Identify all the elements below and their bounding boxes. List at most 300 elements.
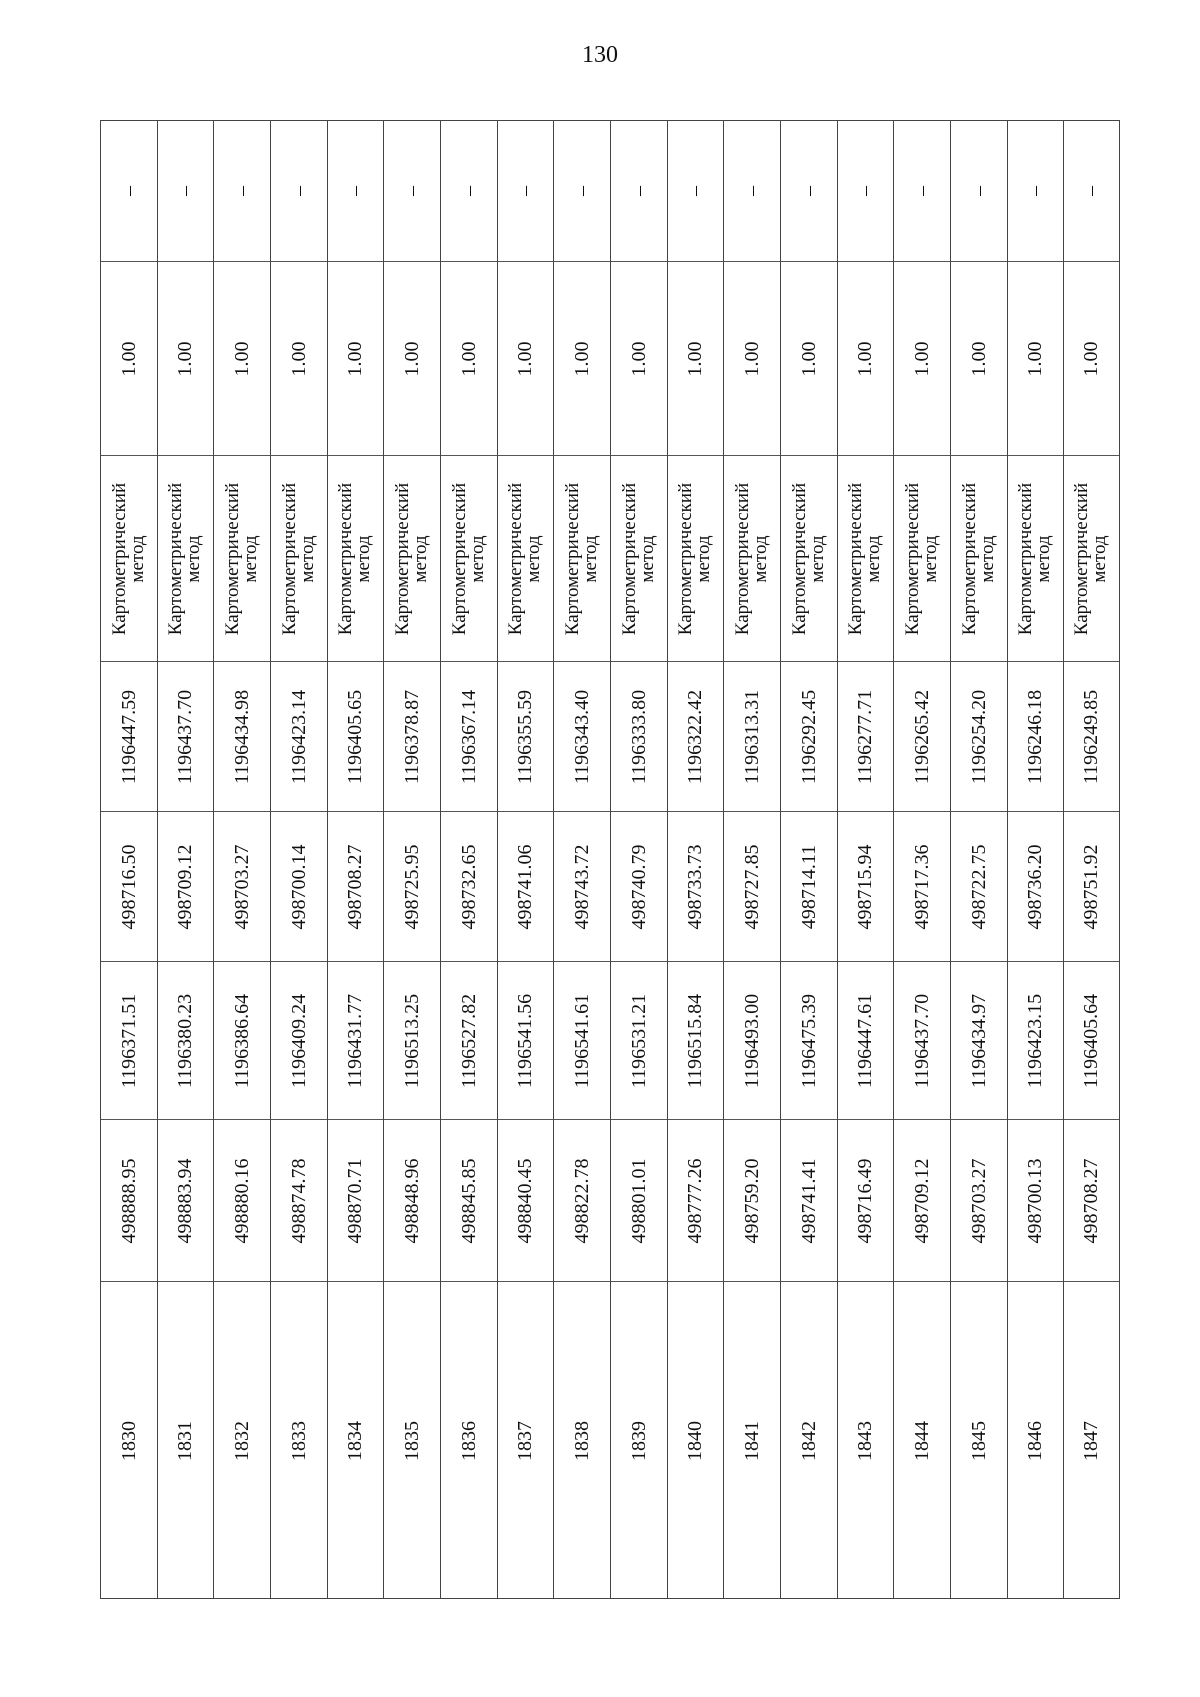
cell-x2 (668, 812, 724, 962)
cell-y1-text: 1196437.70 (911, 993, 934, 1088)
cell-note-text: – (401, 186, 424, 196)
cell-id (724, 1282, 780, 1600)
method-line-1: Картометрический (165, 482, 187, 635)
cell-x1 (101, 1120, 157, 1282)
method-line-2: метод (976, 534, 998, 583)
cell-x2 (101, 812, 157, 962)
cell-y2-text: 1196322.42 (684, 689, 707, 784)
cell-method (328, 456, 384, 662)
cell-method (498, 456, 554, 662)
cell-y2 (951, 662, 1007, 812)
cell-y1 (668, 962, 724, 1120)
cell-method (384, 456, 440, 662)
cell-x1 (781, 1120, 837, 1282)
cell-note-text: – (854, 186, 877, 196)
table-row (100, 120, 157, 1599)
cell-id (1008, 1282, 1064, 1600)
cell-accuracy-text: 1.00 (684, 341, 707, 376)
method-text (677, 482, 713, 634)
cell-method (1008, 456, 1064, 662)
method-line-2: метод (183, 534, 205, 583)
cell-x1-text: 498822.78 (571, 1158, 594, 1243)
cell-x2-text: 498736.20 (1024, 844, 1047, 929)
cell-x1 (894, 1120, 950, 1282)
cell-id-text: 1834 (344, 1421, 367, 1461)
cell-note (328, 121, 384, 262)
cell-id (158, 1282, 214, 1600)
cell-y1-text: 1196380.23 (174, 993, 197, 1088)
cell-y2 (838, 662, 894, 812)
cell-x1-text: 498709.12 (911, 1158, 934, 1243)
cell-id (838, 1282, 894, 1600)
method-line-1: Картометрический (732, 482, 754, 635)
cell-id-text: 1844 (911, 1421, 934, 1461)
table-row (383, 120, 440, 1599)
cell-y2-text: 1196405.65 (344, 689, 367, 784)
cell-y2 (384, 662, 440, 812)
cell-x2 (894, 812, 950, 962)
method-text (564, 482, 600, 634)
cell-y1 (498, 962, 554, 1120)
cell-id-text: 1839 (627, 1421, 650, 1461)
cell-accuracy-text: 1.00 (627, 341, 650, 376)
cell-id-text: 1842 (797, 1421, 820, 1461)
cell-x1 (838, 1120, 894, 1282)
method-line-2: метод (126, 534, 148, 583)
cell-note (214, 121, 270, 262)
cell-method (668, 456, 724, 662)
cell-method (781, 456, 837, 662)
cell-x1 (328, 1120, 384, 1282)
cell-id-text: 1832 (231, 1421, 254, 1461)
cell-note (838, 121, 894, 262)
cell-x2-text: 498725.95 (401, 844, 424, 929)
cell-x1-text: 498716.49 (854, 1158, 877, 1243)
cell-accuracy (498, 262, 554, 456)
cell-id-text: 1840 (684, 1421, 707, 1461)
cell-x1-text: 498883.94 (174, 1158, 197, 1243)
cell-y2 (328, 662, 384, 812)
method-text (734, 482, 770, 634)
method-line-2: метод (580, 534, 602, 583)
method-text (448, 482, 488, 635)
method-text (958, 482, 998, 635)
cell-accuracy-text: 1.00 (797, 341, 820, 376)
method-line-1: Картометрический (278, 482, 300, 635)
method-text (1017, 482, 1053, 634)
method-line-1: Картометрический (1015, 482, 1037, 635)
coordinates-table (100, 120, 1120, 1599)
cell-accuracy-text: 1.00 (1080, 341, 1103, 376)
method-line-1: Картометрический (448, 482, 470, 635)
cell-y1 (158, 962, 214, 1120)
page-number: 130 (582, 42, 618, 68)
cell-accuracy (554, 262, 610, 456)
method-line-1: Картометрический (562, 482, 584, 635)
cell-accuracy (158, 262, 214, 456)
cell-accuracy-text: 1.00 (1024, 341, 1047, 376)
method-text (394, 482, 430, 634)
cell-x2 (611, 812, 667, 962)
cell-id (1064, 1282, 1119, 1600)
cell-id-text: 1831 (174, 1421, 197, 1461)
cell-x1 (271, 1120, 327, 1282)
method-line-1: Картометрический (845, 482, 867, 635)
table-row (553, 120, 610, 1599)
cell-note (781, 121, 837, 262)
cell-note (101, 121, 157, 262)
cell-note-text: – (1024, 186, 1047, 196)
cell-id (611, 1282, 667, 1600)
method-line-2: метод (636, 534, 658, 583)
cell-y2 (101, 662, 157, 812)
cell-note (611, 121, 667, 262)
method-text (904, 482, 940, 634)
method-line-1: Картометрический (108, 482, 130, 635)
cell-note-text: – (287, 186, 310, 196)
cell-note (1064, 121, 1119, 262)
table-row (1007, 120, 1064, 1599)
cell-accuracy (951, 262, 1007, 456)
cell-x2-text: 498743.72 (571, 844, 594, 929)
cell-x1-text: 498801.01 (627, 1158, 650, 1243)
table-row (950, 120, 1007, 1599)
cell-id-text: 1838 (571, 1421, 594, 1461)
method-line-2: метод (240, 534, 262, 583)
cell-y2 (498, 662, 554, 812)
cell-x1-text: 498848.96 (401, 1158, 424, 1243)
cell-y2-text: 1196367.14 (457, 689, 480, 784)
cell-x1 (158, 1120, 214, 1282)
cell-x2-text: 498733.73 (684, 844, 707, 929)
cell-accuracy-text: 1.00 (231, 341, 254, 376)
cell-x2 (554, 812, 610, 962)
table-row (723, 120, 780, 1599)
table-row (780, 120, 837, 1599)
method-text (847, 482, 883, 634)
cell-y2 (611, 662, 667, 812)
method-line-1: Картометрический (392, 482, 414, 635)
cell-x2-text: 498727.85 (741, 844, 764, 929)
cell-accuracy-text: 1.00 (117, 341, 140, 376)
cell-id-text: 1846 (1024, 1421, 1047, 1461)
table-row (213, 120, 270, 1599)
cell-x1-text: 498874.78 (287, 1158, 310, 1243)
method-line-2: метод (863, 534, 885, 583)
cell-y1-text: 1196541.61 (571, 993, 594, 1088)
cell-accuracy (838, 262, 894, 456)
cell-y1 (271, 962, 327, 1120)
cell-note-text: – (797, 186, 820, 196)
cell-method (101, 456, 157, 662)
method-text (788, 482, 828, 635)
method-line-2: метод (693, 534, 715, 583)
cell-note-text: – (117, 186, 140, 196)
cell-y2-text: 1196423.14 (287, 689, 310, 784)
cell-y1 (1008, 962, 1064, 1120)
cell-x2 (384, 812, 440, 962)
cell-y1-text: 1196531.21 (627, 993, 650, 1088)
cell-y1-text: 1196405.64 (1080, 993, 1103, 1088)
method-line-2: метод (523, 534, 545, 583)
cell-y1 (441, 962, 497, 1120)
method-text (337, 482, 373, 634)
cell-y1 (894, 962, 950, 1120)
cell-id (668, 1282, 724, 1600)
cell-y2-text: 1196265.42 (911, 689, 934, 784)
cell-y1 (214, 962, 270, 1120)
table-row (610, 120, 667, 1599)
cell-y2-text: 1196333.80 (627, 689, 650, 784)
method-text (1073, 482, 1109, 634)
cell-accuracy-text: 1.00 (571, 341, 594, 376)
cell-id-text: 1843 (854, 1421, 877, 1461)
method-line-2: метод (1089, 534, 1111, 583)
cell-y1-text: 1196447.61 (854, 993, 877, 1088)
cell-y2-text: 1196434.98 (231, 689, 254, 784)
cell-id (328, 1282, 384, 1600)
cell-accuracy (781, 262, 837, 456)
cell-y2 (271, 662, 327, 812)
method-line-1: Картометрический (505, 482, 527, 635)
cell-x1-text: 498840.45 (514, 1158, 537, 1243)
cell-y2-text: 1196249.85 (1080, 689, 1103, 784)
cell-x2-text: 498741.06 (514, 844, 537, 929)
cell-accuracy-text: 1.00 (287, 341, 310, 376)
cell-x2-text: 498703.27 (231, 844, 254, 929)
method-line-2: метод (1033, 534, 1055, 583)
cell-y1-text: 1196386.64 (231, 993, 254, 1088)
cell-note (384, 121, 440, 262)
cell-x2-text: 498717.36 (911, 844, 934, 929)
cell-x2 (328, 812, 384, 962)
method-line-1: Картометрический (618, 482, 640, 635)
cell-id (384, 1282, 440, 1600)
cell-x2-text: 498740.79 (627, 844, 650, 929)
cell-x2-text: 498722.75 (967, 844, 990, 929)
method-line-2: метод (750, 534, 772, 583)
method-line-1: Картометрический (788, 482, 810, 635)
cell-y1 (384, 962, 440, 1120)
cell-id-text: 1835 (401, 1421, 424, 1461)
cell-x2-text: 498751.92 (1080, 844, 1103, 929)
cell-y2-text: 1196378.87 (401, 689, 424, 784)
cell-x1-text: 498700.13 (1024, 1158, 1047, 1243)
cell-y1-text: 1196541.56 (514, 993, 537, 1088)
cell-y2 (1008, 662, 1064, 812)
cell-x2 (1064, 812, 1119, 962)
cell-id (781, 1282, 837, 1600)
cell-y1-text: 1196515.84 (684, 993, 707, 1088)
cell-x1-text: 498759.20 (741, 1158, 764, 1243)
cell-y1 (328, 962, 384, 1120)
cell-x1-text: 498777.26 (684, 1158, 707, 1243)
cell-id-text: 1830 (117, 1421, 140, 1461)
cell-note (894, 121, 950, 262)
cell-y1-text: 1196513.25 (401, 993, 424, 1088)
method-line-2: метод (353, 534, 375, 583)
cell-y2-text: 1196343.40 (571, 689, 594, 784)
cell-y2 (1064, 662, 1119, 812)
cell-x2 (838, 812, 894, 962)
cell-note (1008, 121, 1064, 262)
cell-id-text: 1845 (967, 1421, 990, 1461)
cell-accuracy (328, 262, 384, 456)
cell-id-text: 1837 (514, 1421, 537, 1461)
cell-x2 (498, 812, 554, 962)
cell-y1 (101, 962, 157, 1120)
method-text (618, 482, 658, 635)
cell-y1-text: 1196527.82 (457, 993, 480, 1088)
cell-note-text: – (457, 186, 480, 196)
cell-note-text: – (684, 186, 707, 196)
cell-y2-text: 1196437.70 (174, 689, 197, 784)
cell-id-text: 1836 (457, 1421, 480, 1461)
cell-y1 (1064, 962, 1119, 1120)
cell-y2 (668, 662, 724, 812)
cell-x1-text: 498845.85 (457, 1158, 480, 1243)
cell-y2-text: 1196277.71 (854, 689, 877, 784)
table-row (837, 120, 894, 1599)
cell-id-text: 1841 (741, 1421, 764, 1461)
cell-accuracy-text: 1.00 (854, 341, 877, 376)
method-line-2: метод (466, 534, 488, 583)
cell-y1 (781, 962, 837, 1120)
cell-method (554, 456, 610, 662)
cell-x1-text: 498708.27 (1080, 1158, 1103, 1243)
cell-note (271, 121, 327, 262)
cell-accuracy-text: 1.00 (514, 341, 537, 376)
cell-accuracy-text: 1.00 (174, 341, 197, 376)
cell-accuracy (611, 262, 667, 456)
method-text (507, 482, 543, 634)
cell-accuracy (101, 262, 157, 456)
cell-accuracy (271, 262, 327, 456)
cell-x2-text: 498700.14 (287, 844, 310, 929)
cell-y2 (214, 662, 270, 812)
cell-accuracy (1008, 262, 1064, 456)
cell-y1 (554, 962, 610, 1120)
cell-note (668, 121, 724, 262)
cell-method (158, 456, 214, 662)
table-row (440, 120, 497, 1599)
cell-y2 (158, 662, 214, 812)
cell-x1 (1008, 1120, 1064, 1282)
cell-accuracy-text: 1.00 (457, 341, 480, 376)
cell-id (271, 1282, 327, 1600)
cell-y2-text: 1196355.59 (514, 689, 537, 784)
cell-accuracy-text: 1.00 (344, 341, 367, 376)
cell-y1-text: 1196431.77 (344, 993, 367, 1088)
cell-x2 (158, 812, 214, 962)
cell-x2-text: 498714.11 (797, 844, 820, 929)
cell-method (951, 456, 1007, 662)
table-row (1063, 120, 1120, 1599)
cell-id (441, 1282, 497, 1600)
method-line-1: Картометрический (335, 482, 357, 635)
method-line-2: метод (296, 534, 318, 583)
cell-y2-text: 1196292.45 (797, 689, 820, 784)
cell-x1-text: 498870.71 (344, 1158, 367, 1243)
cell-note (158, 121, 214, 262)
cell-x1 (441, 1120, 497, 1282)
cell-method (441, 456, 497, 662)
cell-x2 (271, 812, 327, 962)
method-text (108, 482, 148, 635)
cell-y2 (894, 662, 950, 812)
method-line-1: Картометрический (1071, 482, 1093, 635)
cell-note (441, 121, 497, 262)
cell-y1 (951, 962, 1007, 1120)
method-line-1: Картометрический (902, 482, 924, 635)
cell-x2-text: 498732.65 (457, 844, 480, 929)
cell-id (951, 1282, 1007, 1600)
cell-method (724, 456, 780, 662)
cell-x1 (384, 1120, 440, 1282)
cell-x2 (781, 812, 837, 962)
cell-x1 (498, 1120, 554, 1282)
cell-y2-text: 1196254.20 (967, 689, 990, 784)
cell-accuracy (384, 262, 440, 456)
table-row (497, 120, 554, 1599)
cell-note-text: – (1080, 186, 1103, 196)
cell-accuracy (724, 262, 780, 456)
cell-x1-text: 498888.95 (117, 1158, 140, 1243)
cell-y1 (724, 962, 780, 1120)
cell-x2 (1008, 812, 1064, 962)
cell-method (1064, 456, 1119, 662)
cell-accuracy-text: 1.00 (911, 341, 934, 376)
cell-id (498, 1282, 554, 1600)
table-row (157, 120, 214, 1599)
cell-method (611, 456, 667, 662)
cell-x1 (554, 1120, 610, 1282)
cell-x1-text: 498703.27 (967, 1158, 990, 1243)
method-line-1: Картометрический (675, 482, 697, 635)
table-row (893, 120, 950, 1599)
cell-x2 (214, 812, 270, 962)
cell-y2-text: 1196246.18 (1024, 689, 1047, 784)
method-text (278, 482, 318, 635)
cell-note-text: – (231, 186, 254, 196)
cell-note-text: – (344, 186, 367, 196)
cell-y1-text: 1196493.00 (741, 993, 764, 1088)
cell-x1-text: 498880.16 (231, 1158, 254, 1243)
cell-y1 (838, 962, 894, 1120)
cell-accuracy (214, 262, 270, 456)
cell-x2-text: 498708.27 (344, 844, 367, 929)
method-line-2: метод (410, 534, 432, 583)
cell-y1-text: 1196371.51 (117, 993, 140, 1088)
cell-note-text: – (627, 186, 650, 196)
cell-note-text: – (911, 186, 934, 196)
method-line-1: Картометрический (958, 482, 980, 635)
cell-x2-text: 498715.94 (854, 844, 877, 929)
cell-y2-text: 1196447.59 (117, 689, 140, 784)
cell-y1-text: 1196475.39 (797, 993, 820, 1088)
cell-note-text: – (741, 186, 764, 196)
method-text (167, 482, 203, 634)
cell-accuracy (441, 262, 497, 456)
cell-x1 (214, 1120, 270, 1282)
cell-x1 (668, 1120, 724, 1282)
cell-y2 (724, 662, 780, 812)
cell-accuracy-text: 1.00 (967, 341, 990, 376)
cell-x2-text: 498709.12 (174, 844, 197, 929)
cell-y1-text: 1196434.97 (967, 993, 990, 1088)
cell-id (101, 1282, 157, 1600)
method-line-1: Картометрический (222, 482, 244, 635)
